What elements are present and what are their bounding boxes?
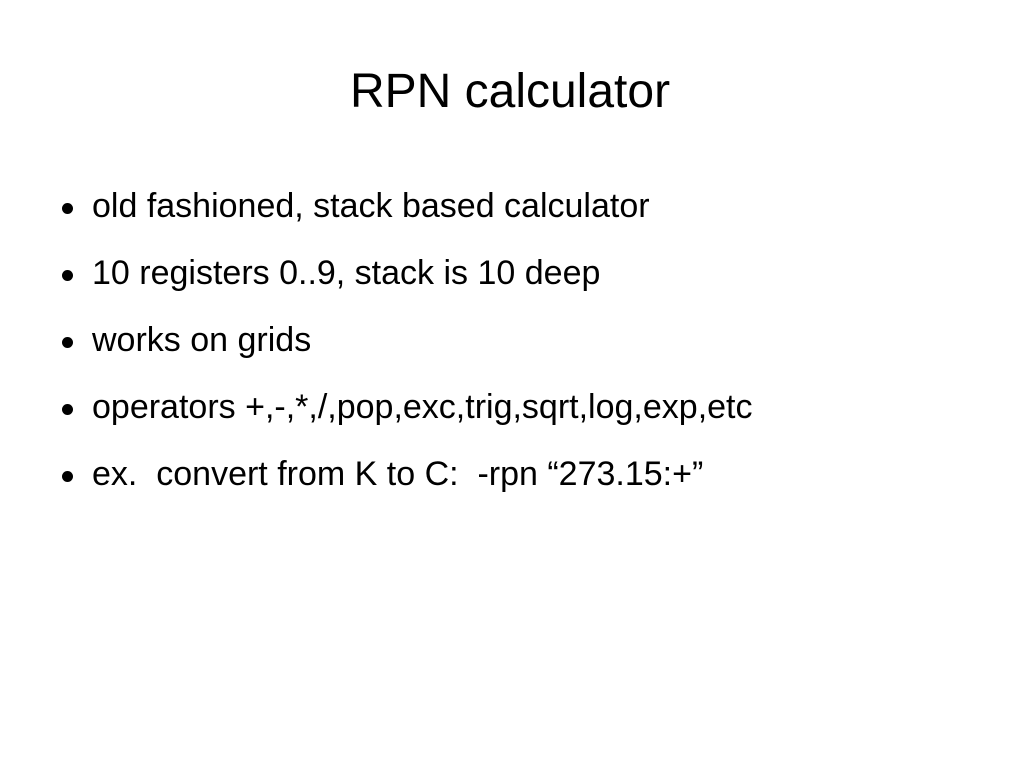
bullet-dot-icon [62, 471, 73, 482]
bullet-item [58, 180, 650, 247]
bullet-text: 10 registers 0..9, stack is 10 deep [92, 254, 601, 292]
slide-title: RPN calculator [349, 65, 671, 118]
bullet-text: operators +,-,*,/,pop,exc,trig,sqrt,log,exp,etc [92, 388, 753, 426]
bullet-text: works on grids [92, 321, 312, 359]
bullet-text: old fashioned, stack based calculator [92, 187, 650, 225]
bullet-dot-icon [62, 270, 73, 281]
bullet-list [58, 180, 753, 515]
bullet-dot-icon [62, 203, 73, 214]
bullet-dot-icon [62, 337, 73, 348]
bullet-item [58, 247, 601, 314]
bullet-item [58, 314, 312, 381]
bullet-text: ex. convert from K to C: -rpn “273.15:+” [92, 455, 704, 493]
bullet-item [58, 381, 753, 448]
bullet-item [58, 448, 704, 515]
bullet-dot-icon [62, 404, 73, 415]
